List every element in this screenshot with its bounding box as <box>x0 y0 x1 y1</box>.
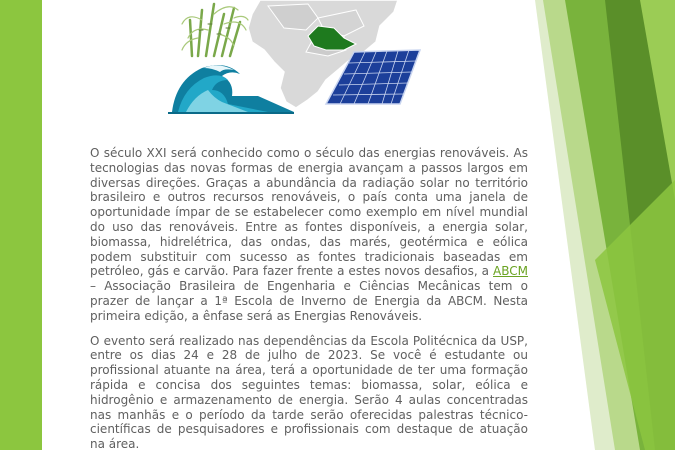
intro-text-continued: – Associação Brasileira de Engenharia e Ciências Mecânicas tem o prazer de lançar a 1ª Escola de Inverno de Energia da ABCM. Nesta primeira edição, a ênfase será as Energias Renováveis. <box>90 279 528 323</box>
right-decorative-stripes <box>535 0 675 450</box>
abcm-link[interactable]: ABCM <box>493 264 528 279</box>
renewables-illustration <box>168 0 430 114</box>
main-text <box>90 146 528 462</box>
sugarcane-icon <box>182 4 248 56</box>
intro-text: O século XXI será conhecido como o século das energias renováveis. As tecnologias das novas formas de energia avançam a passos largos em diversas direções. Graças a abundância da radiação solar no território brasileiro e outros recursos renováveis, o país conta uma janela de oportunidade ímpar de se estabelecer como exemplo em nível mundial do uso das renováveis. Entre as fontes disponíveis, a energia solar, biomassa, hidrelétrica, das ondas, das marés, geotérmica e eólica podem substituir com sucesso as fontes tradicionais baseadas em petróleo, gás e carvão. Para fazer frente a estes novos desafios, a <box>90 146 528 279</box>
left-green-band <box>0 0 42 450</box>
wave-icon <box>168 65 294 114</box>
intro-paragraph <box>90 146 528 324</box>
event-paragraph: O evento será realizado nas dependências da Escola Politécnica da USP, entre os dias 24 e 28 de julho de 2023. Se você é estudante ou profissional atuante na área, terá a oportunidade de ter uma formação rápida e concisa dos seguintes temas: biomassa, solar, eólica e hidrogênio e armazenamento de energia. Serão 4 aulas concentradas nas manhãs e o período da tarde serão oferecidas palestras técnico-científicas de pesquisadores e profissionais com destaque de atuação na área. <box>90 333 528 452</box>
